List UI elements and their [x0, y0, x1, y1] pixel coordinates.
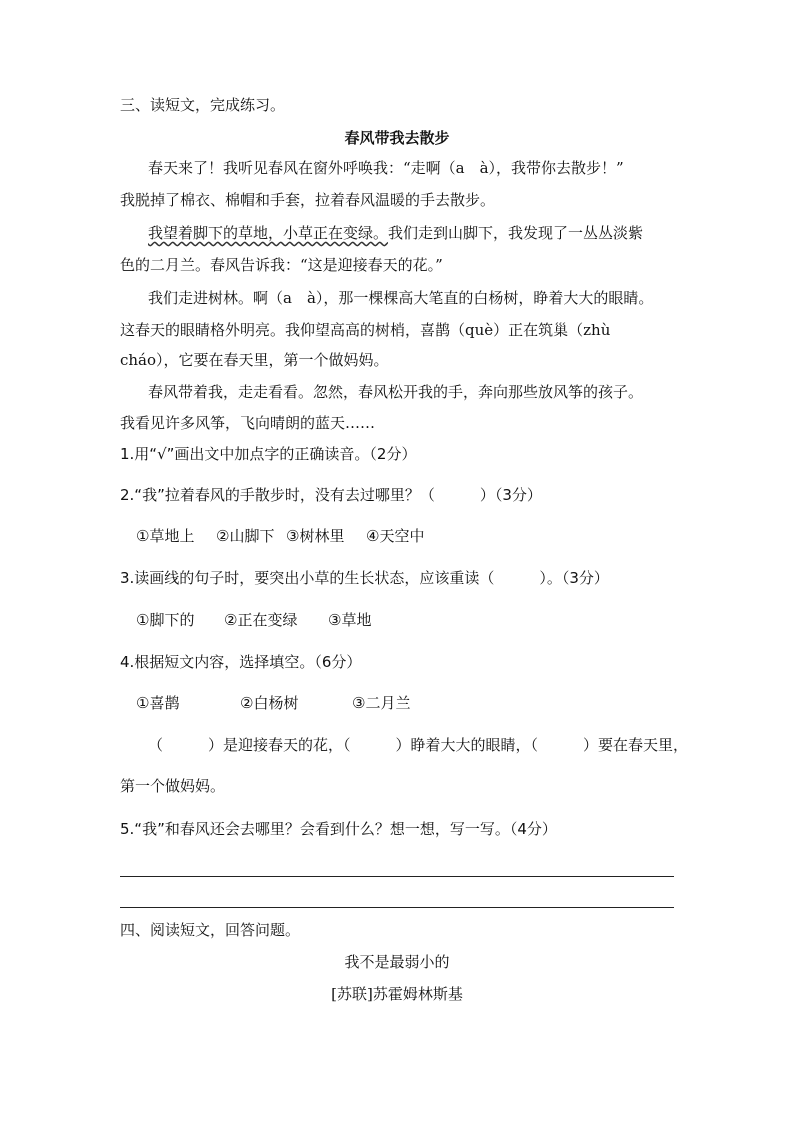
passage-p3-line3: cháo），它要在春天里，第一个做妈妈。 — [120, 351, 389, 369]
question-2: 2.“我”拉着春风的手散步时，没有去过哪里？（ ）（3分） — [120, 486, 542, 504]
q3-option-2: ②正在变绿 — [224, 611, 298, 629]
q2-option-4: ④天空中 — [366, 527, 425, 545]
underlined-sentence: 我望着脚下的草地，小草正在变绿。 — [148, 224, 389, 242]
q4-option-2: ②白杨树 — [240, 694, 299, 712]
passage-p4-line2: 我看见许多风筝，飞向晴朗的蓝天…… — [120, 414, 376, 432]
passage-p2-line1-rest: 我们走到山脚下，我发现了一丛丛淡紫 — [388, 224, 644, 242]
q4-option-3: ③二月兰 — [352, 694, 411, 712]
passage-p2-line1 — [148, 223, 643, 243]
passage-p1-line2: 我脱掉了棉衣、棉帽和手套，拉着春风温暖的手去散步。 — [120, 191, 496, 209]
question-5: 5.“我”和春风还会去哪里？会看到什么？想一想，写一写。（4分） — [120, 820, 557, 838]
section-4-author: [苏联]苏霍姆林斯基 — [331, 985, 463, 1003]
answer-line-2[interactable] — [120, 907, 674, 908]
q3-option-1: ①脚下的 — [136, 611, 195, 629]
section-4-passage-title: 我不是最弱小的 — [344, 953, 450, 971]
q4-option-1: ①喜鹊 — [136, 694, 180, 712]
q4-fill-line-2: 第一个做妈妈。 — [120, 777, 226, 795]
passage-p2-line2: 色的二月兰。春风告诉我：“这是迎接春天的花。” — [120, 256, 443, 274]
q2-option-3: ③树林里 — [286, 527, 345, 545]
passage-title: 春风带我去散步 — [344, 129, 450, 147]
question-3: 3.读画线的句子时，要突出小草的生长状态，应该重读（ ）。（3分） — [120, 569, 609, 587]
question-4: 4.根据短文内容，选择填空。（6分） — [120, 653, 362, 671]
q4-fill-line-1: （ ）是迎接春天的花，（ ）睁着大大的眼睛，（ ）要在春天里， — [148, 736, 689, 754]
passage-p4-line1: 春风带着我，走走看看。忽然，春风松开我的手，奔向那些放风筝的孩子。 — [148, 383, 644, 401]
q2-option-2: ②山脚下 — [216, 527, 275, 545]
question-1: 1.用“√”画出文中加点字的正确读音。（2分） — [120, 445, 417, 463]
passage-p1-line1: 春天来了！我听见春风在窗外呼唤我：“走啊（a à），我带你去散步！” — [148, 159, 624, 177]
q3-option-3: ③草地 — [328, 611, 372, 629]
section-4-heading: 四、阅读短文，回答问题。 — [120, 921, 301, 939]
section-3-heading: 三、读短文，完成练习。 — [120, 96, 286, 114]
q2-option-1: ①草地上 — [136, 527, 195, 545]
passage-p3-line1: 我们走进树林。啊（a à），那一棵棵高大笔直的白杨树，睁着大大的眼睛。 — [148, 289, 654, 307]
answer-line-1[interactable] — [120, 876, 674, 877]
passage-p3-line2: 这春天的眼睛格外明亮。我仰望高高的树梢，喜鹊（què）正在筑巢（zhù — [120, 321, 611, 339]
